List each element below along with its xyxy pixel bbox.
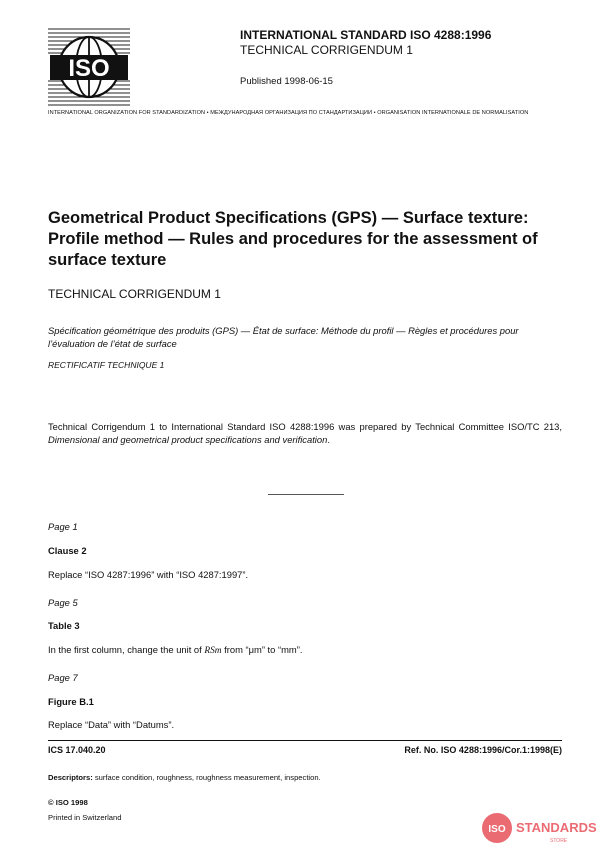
iso-logo: [48, 26, 130, 108]
correction-3-clause: Figure B.1: [48, 696, 94, 707]
correction-2-prefix: In the first column, change the unit of: [48, 644, 205, 655]
correction-1-clause: Clause 2: [48, 545, 87, 556]
descriptors: [48, 773, 321, 782]
descriptors-list: surface condition, roughness, roughness measurement, inspection.: [92, 773, 321, 782]
correction-2-clause: Table 3: [48, 620, 80, 631]
organization-line: INTERNATIONAL ORGANIZATION FOR STANDARDIZATION • МЕЖДУНАРОДНАЯ ОРГАНИЗАЦИЯ ПО СТАНДАРТИЗАЦИИ • ORGANISATION INTERNATIONALE DE NORMALISATION: [48, 110, 529, 116]
ics-code: ICS 17.040.20: [48, 745, 106, 755]
correction-2-suffix: from “μm” to “mm”.: [221, 644, 303, 655]
correction-3-instruction: Replace “Data” with “Datums”.: [48, 719, 175, 730]
watermark-sub: STORE: [550, 838, 568, 844]
correction-2-instruction: [48, 644, 302, 656]
correction-2-symbol: RSm: [204, 646, 222, 656]
french-label: RECTIFICATIF TECHNIQUE 1: [48, 360, 165, 370]
intro-paragraph: [48, 420, 562, 446]
tc-label: TECHNICAL CORRIGENDUM 1: [48, 287, 221, 301]
french-title: Spécification géométrique des produits (GPS) — État de surface: Méthode du profil — Règles et procédures pour l’évaluation de l’état de surface: [48, 325, 519, 349]
footer-rule: [48, 740, 562, 741]
correction-1-page: Page 1: [48, 521, 78, 532]
section-divider: [268, 494, 344, 495]
watermark-text: STANDARDS: [516, 820, 596, 835]
document-title: Geometrical Product Specifications (GPS) — Surface texture: Profile method — Rules and procedures for the assessment of surface texture: [48, 209, 538, 269]
correction-1-instruction: Replace “ISO 4287:1996” with “ISO 4287:1997”.: [48, 569, 249, 580]
watermark-graphic: [480, 810, 596, 846]
iso-logo-text: ISO: [68, 55, 110, 82]
printed-in: Printed in Switzerland: [48, 813, 122, 822]
intro-end: .: [327, 434, 330, 445]
correction-2-page: Page 5: [48, 597, 78, 608]
iso-globe-logo-graphic: [48, 26, 130, 108]
watermark-badge-text: ISO: [488, 824, 506, 835]
intro-text: Technical Corrigendum 1 to International Standard ISO 4288:1996 was prepared by Technical Committee ISO/TC 213,: [48, 421, 562, 432]
correction-3-page: Page 7: [48, 672, 78, 683]
corrigendum-label: TECHNICAL CORRIGENDUM 1: [240, 43, 413, 57]
descriptors-label: Descriptors:: [48, 773, 93, 782]
standards-store-watermark: [480, 810, 596, 846]
intro-committee-title: Dimensional and geometrical product specifications and verification: [48, 434, 328, 445]
standard-title: INTERNATIONAL STANDARD ISO 4288:1996: [240, 28, 492, 42]
published-date: Published 1998-06-15: [240, 76, 333, 87]
copyright: © ISO 1998: [48, 798, 88, 807]
reference-number: Ref. No. ISO 4288:1996/Cor.1:1998(E): [404, 745, 562, 755]
